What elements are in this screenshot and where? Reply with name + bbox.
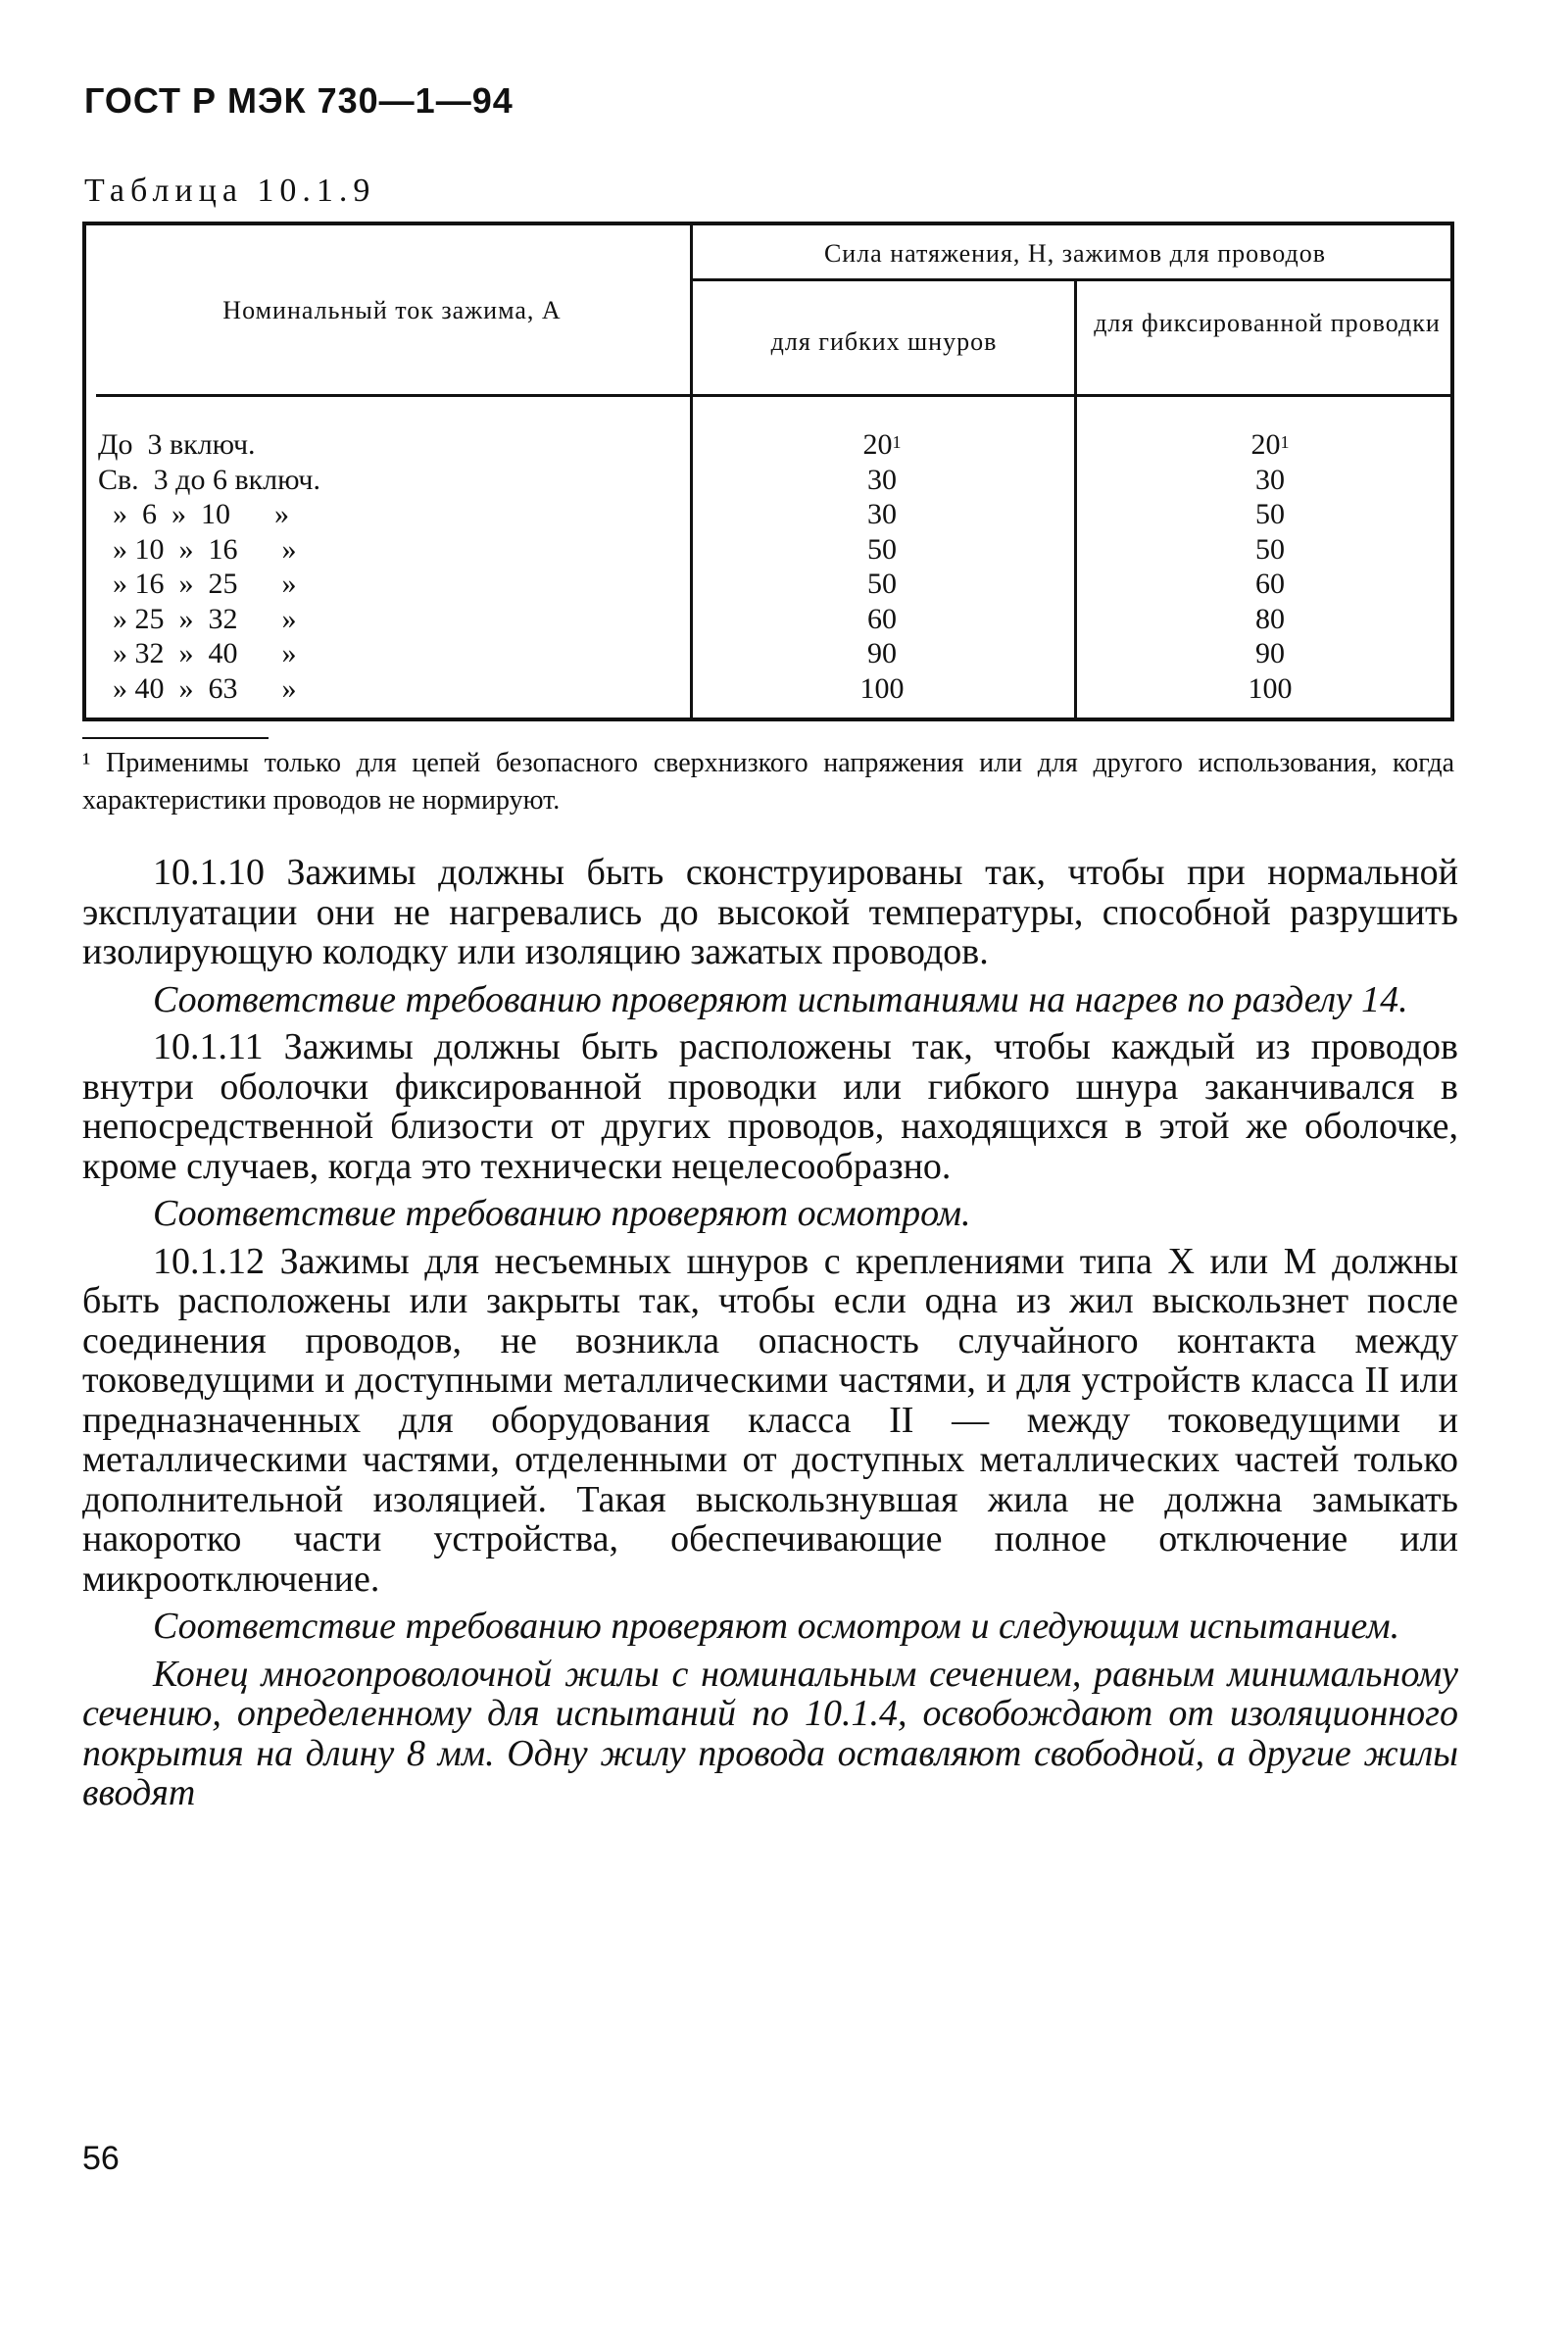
table-row-current: » 32 » 40 » <box>98 637 297 669</box>
test-procedure: Конец многопроволочной жилы с номинальным сечением, равным минимальному сечению, определенному для испытаний по 10.1.4, освобождают от изоляционного покрытия на длину 8 мм. Одну жилу провода оставляют свободной, а другие жилы вводят <box>82 1653 1458 1813</box>
header-flexible-cords: для гибких шнуров <box>770 327 998 356</box>
table-cell-flexible: 30 <box>867 498 897 530</box>
current-column <box>98 427 549 706</box>
table-row-current: » 10 » 16 » <box>98 532 297 566</box>
body-text <box>82 853 1458 1821</box>
document-header-code: ГОСТ Р МЭК 730—1—94 <box>84 80 514 121</box>
table-cell-fixed: 80 <box>1255 602 1285 635</box>
table-row-current: » 40 » 63 » <box>98 671 297 705</box>
table-divider-subheader <box>692 278 1454 281</box>
compliance-check: Соответствие требованию проверяют испытаниями на нагрев по разделу 14. <box>153 978 1408 1020</box>
header-tension-force: Сила натяжения, Н, зажимов для проводов <box>823 239 1327 268</box>
table-row-current: До 3 включ. <box>98 428 256 461</box>
table-row-current: » 6 » 10 » <box>98 498 289 530</box>
footnote-rule <box>82 737 269 739</box>
footnote-ref: 1 <box>892 432 902 452</box>
table-row-current: Св. 3 до 6 включ. <box>98 463 321 496</box>
table-divider-col2 <box>1074 280 1077 721</box>
table-cell-fixed: 30 <box>1255 463 1285 496</box>
table-row-current: » 25 » 32 » <box>98 602 297 635</box>
table-cell-flexible: 50 <box>867 532 897 566</box>
table-cell-flexible: 100 <box>859 671 905 705</box>
header-fixed-wiring: для фиксированной проводки <box>1094 309 1441 337</box>
table-cell-fixed: 100 <box>1248 671 1293 705</box>
table-cell-flexible: 90 <box>867 637 897 669</box>
table-row-current: » 16 » 25 » <box>98 568 297 600</box>
header-nominal-current: Номинальный ток зажима, А <box>222 296 562 324</box>
table-cell-fixed: $20^1$ <box>1250 428 1290 461</box>
footnote-ref: 1 <box>1280 432 1290 452</box>
table-cell-fixed: 50 <box>1255 532 1285 566</box>
flexible-column <box>784 427 980 706</box>
table-divider-col1 <box>690 222 693 721</box>
table-cell-fixed: 90 <box>1255 637 1285 669</box>
paragraph-10-1-12: 10.1.12 Зажимы для несъемных шнуров с креплениями типа X или M должны быть расположены или закрыты так, чтобы если одна из жил выскользнет после соединения проводов, не возникла опасность случайного контакта между токоведущими и доступными металлическими частями, и для устройств класса II или предназначенных для оборудования класса II — между токоведущими и металлическими частями, отделенными от доступных металлических частей только дополнительной изоляцией. Такая выскользнувшая жила не должна замыкать накоротко части устройства, обеспечивающие полное отключение или микроотключение. <box>82 1240 1458 1600</box>
table-footnote: ¹ Применимы только для цепей безопасного сверхнизкого напряжения или для другого использования, когда характеристики проводов не нормируют. <box>82 748 1454 816</box>
table-cell-fixed: 50 <box>1255 498 1285 530</box>
compliance-check: Соответствие требованию проверяют осмотром. <box>153 1193 971 1234</box>
page-number: 56 <box>82 2140 120 2177</box>
table-cell-flexible: 30 <box>867 463 897 496</box>
table-cell-flexible: $20^1$ <box>862 428 902 461</box>
paragraph-10-1-11: 10.1.11 Зажимы должны быть расположены так, чтобы каждый из проводов внутри оболочки фиксированной проводки или гибкого шнура заканчивался в непосредственной близости от других проводов, находящихся в этой же оболочке, кроме случаев, когда это технически нецелесообразно. <box>82 1026 1458 1187</box>
table-cell-flexible: 60 <box>867 602 897 635</box>
table-divider-header <box>96 394 1454 397</box>
paragraph-10-1-10: 10.1.10 Зажимы должны быть сконструированы так, чтобы при нормальной эксплуатации они не нагревались до высокой температуры, способной разрушить изолирующую колодку или изоляцию зажатых проводов. <box>82 852 1458 972</box>
table-cell-flexible: 50 <box>867 568 897 600</box>
compliance-check: Соответствие требованию проверяют осмотром и следующим испытанием. <box>153 1606 1400 1647</box>
fixed-column <box>1172 427 1368 706</box>
table-caption: Таблица 10.1.9 <box>84 173 376 209</box>
table-cell-fixed: 60 <box>1255 568 1285 600</box>
